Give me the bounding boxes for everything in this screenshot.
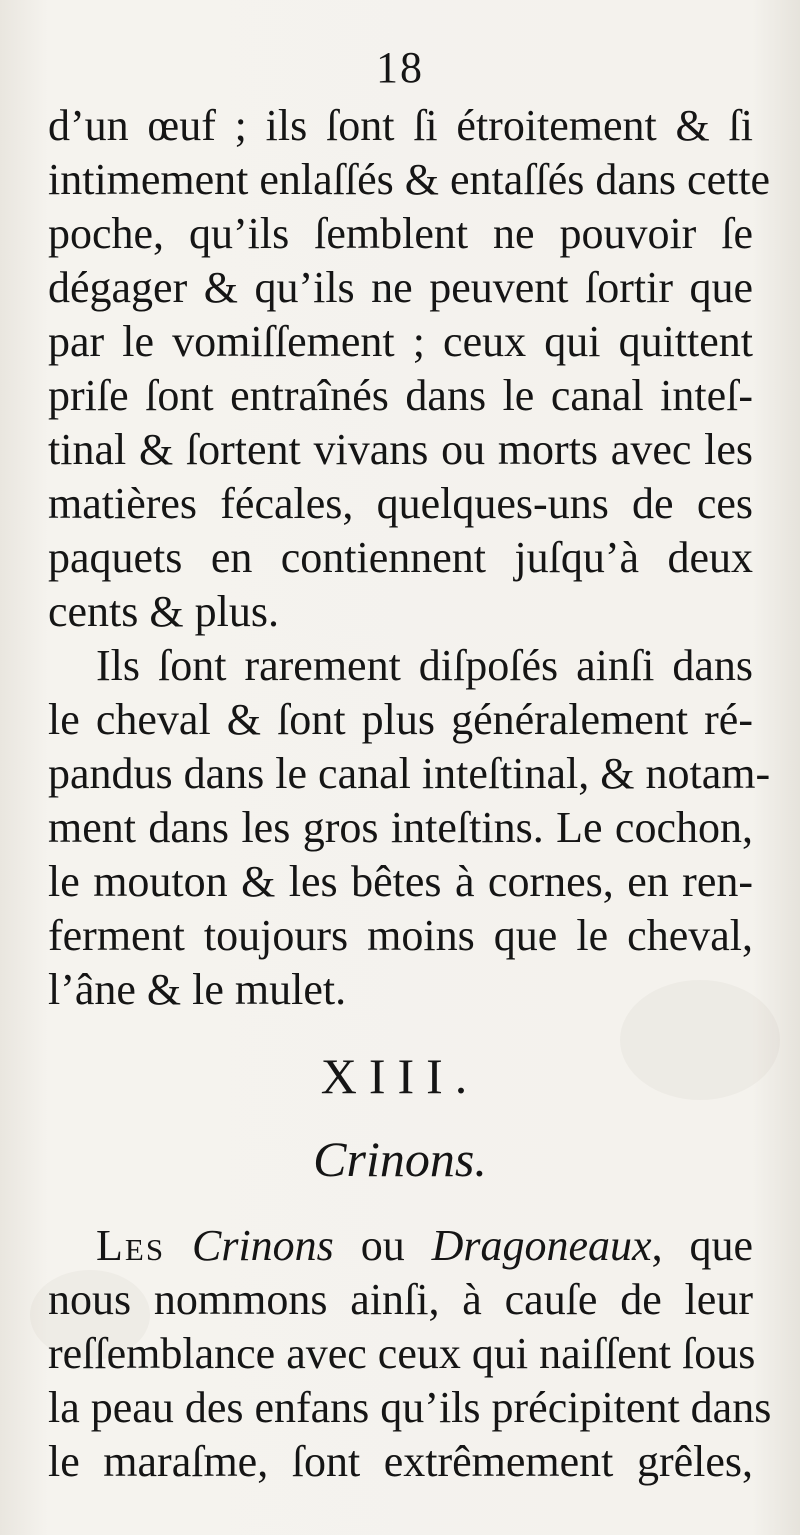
text-line: priſe ſont entraînés dans le canal inteſ- xyxy=(48,371,753,420)
text-line: Ils ſont rarement diſpoſés ainſi dans xyxy=(96,641,753,690)
text-line: reſſemblance avec ceux qui naiſſent ſous xyxy=(48,1329,756,1378)
text-line: dégager & qu’ils ne peuvent ſortir que xyxy=(48,263,753,312)
text-line: ment dans les gros inteſtins. Le cochon, xyxy=(48,803,753,852)
text-line: nous nommons ainſi, à cauſe de leur xyxy=(48,1275,753,1324)
small-caps-word: Les xyxy=(96,1221,166,1270)
page-number: 18 xyxy=(376,43,424,92)
text-line: d’un œuf ; ils ſont ſi étroitement & ſi xyxy=(48,101,753,150)
text-line: le maraſme, ſont extrêmement grêles, xyxy=(48,1437,753,1486)
text-segment: , que xyxy=(651,1221,754,1270)
text-line: poche, qu’ils ſemblent ne pouvoir ſe xyxy=(48,209,753,258)
text-line: cents & plus. xyxy=(48,587,279,636)
italic-term: Dragoneaux xyxy=(431,1221,652,1270)
italic-term: Crinons xyxy=(191,1221,334,1270)
text-segment xyxy=(165,1221,192,1270)
text-line: le cheval & ſont plus généralement ré- xyxy=(48,695,753,744)
text-line: la peau des enfans qu’ils précipitent dans xyxy=(48,1383,772,1432)
text-line: tinal & ſortent vivans ou morts avec les xyxy=(48,425,753,474)
text-line: par le vomiſſement ; ceux qui quittent xyxy=(48,317,753,366)
text-line xyxy=(96,1218,753,1274)
section-title: Crinons. xyxy=(313,1131,487,1187)
section-number: XIII. xyxy=(320,1048,480,1104)
text-line: paquets en contiennent juſqu’à deux xyxy=(48,533,753,582)
text-line: matières fécales, quelques-uns de ces xyxy=(48,479,753,528)
text-segment: ou xyxy=(333,1221,432,1270)
text-line: le mouton & les bêtes à cornes, en ren- xyxy=(48,857,753,906)
text-line: ferment toujours moins que le cheval, xyxy=(48,911,753,960)
text-line: pandus dans le canal inteſtinal, & notam- xyxy=(48,749,771,798)
text-line: intimement enlaſſés & entaſſés dans cette xyxy=(48,155,771,204)
text-line: l’âne & le mulet. xyxy=(48,965,347,1014)
